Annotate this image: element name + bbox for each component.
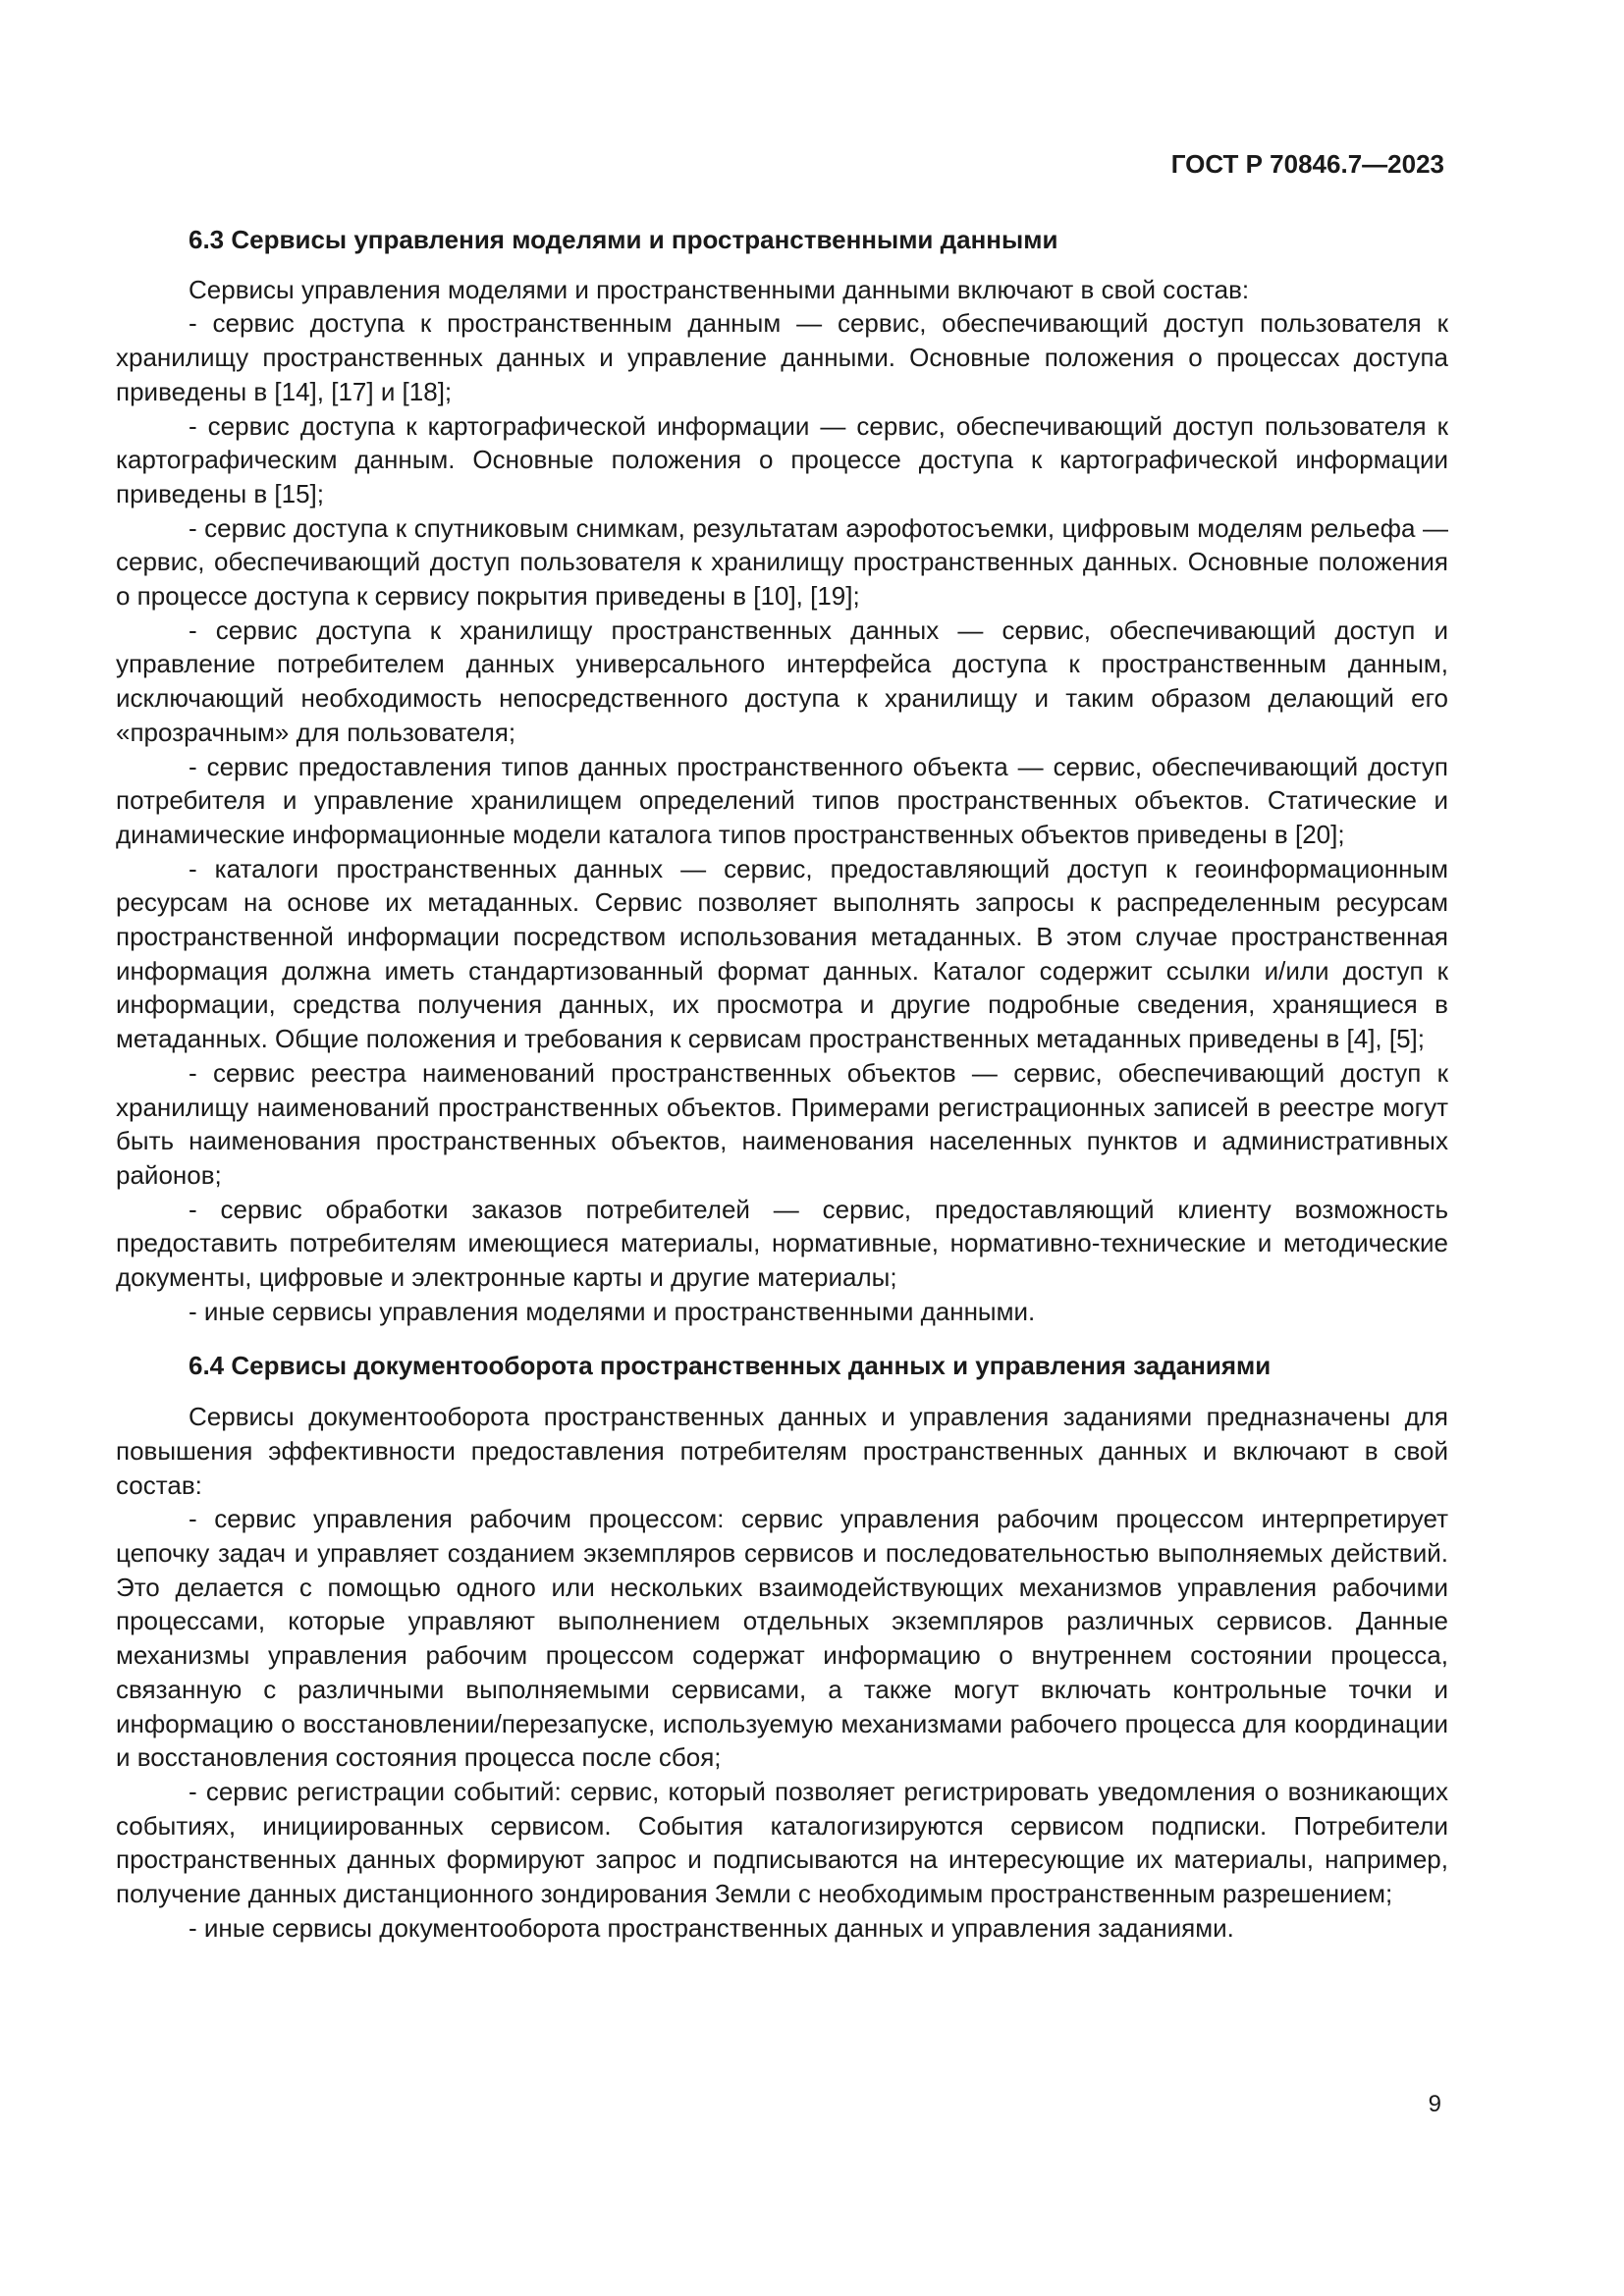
section-6-4-title: 6.4 Сервисы документооборота пространственных данных и управления заданиями: [189, 1350, 1272, 1380]
list-item: - сервис доступа к спутниковым снимкам, результатам аэрофотосъемки, цифровым моделям рельефа — сервис, обеспечивающий доступ пользователя к хранилищу пространственных данных. Основные положения о процессе доступа к сервису покрытия приведены в [10], [19];: [116, 512, 1448, 612]
list-item: - сервис доступа к картографической информации — сервис, обеспечивающий доступ пользователя к картографическим данным. Основные положения о процессе доступа к картографической информации приведены в [15];: [116, 410, 1448, 508]
page-number: 9: [1428, 2091, 1441, 2117]
list-item: - сервис доступа к пространственным данным — сервис, обеспечивающий доступ пользователя к хранилищу пространственных данных и управление данными. Основные положения о процессах доступа приведены в [14], [17] и [18];: [116, 308, 1448, 406]
list-item: - иные сервисы документооборота пространственных данных и управления заданиями.: [189, 1912, 1234, 1943]
list-item: - каталоги пространственных данных — сервис, предоставляющий доступ к геоинформационным ресурсам на основе их метаданных. Сервис позволяет выполнять запросы к распределенным ресурсам пространственной информации посредством использования метаданных. В этом случае пространственная информация должна иметь стандартизованный формат данных. Каталог содержит ссылки и/или доступ к информации, средства получения данных, их просмотра и другие подробные сведения, хранящиеся в метаданных. Общие положения и требования к сервисам пространственных метаданных приведены в [4], [5];: [116, 853, 1448, 1054]
page-content: [116, 223, 1448, 1945]
list-item: - сервис обработки заказов потребителей — сервис, предоставляющий клиенту возможность предоставить потребителям имеющиеся материалы, нормативные, нормативно-технические и методические документы, цифровые и электронные карты и другие материалы;: [116, 1194, 1448, 1293]
document-id-header: ГОСТ Р 70846.7—2023: [1170, 149, 1444, 179]
list-item: - сервис управления рабочим процессом: сервис управления рабочим процессом интерпретирует цепочку задач и управляет созданием экземпляров сервисов и последовательностью выполняемых действий. Это делается с помощью одного или нескольких взаимодействующих механизмов управления рабочими процессами, которые управляют выполнением отдельных экземпляров различных сервисов. Данные механизмы управления рабочим процессом содержат информацию о внутреннем состоянии процесса, связанную с различными выполняемыми сервисами, а также могут включать контрольные точки и информацию о восстановлении/перезапуске, используемую механизмами рабочего процесса для координации и восстановления состояния процесса после сбоя;: [116, 1504, 1448, 1773]
list-item: - сервис реестра наименований пространственных объектов — сервис, обеспечивающий доступ к хранилищу наименований пространственных объектов. Примерами регистрационных записей в реестре могут быть наименования пространственных объектов, наименования населенных пунктов и административных районов;: [116, 1057, 1448, 1190]
list-item: - сервис предоставления типов данных пространственного объекта — сервис, обеспечивающий доступ потребителя и управление хранилищем определений типов пространственных объектов. Статические и динамические информационные модели каталога типов пространственных объектов приведены в [20];: [116, 751, 1448, 849]
list-item: - сервис доступа к хранилищу пространственных данных — сервис, обеспечивающий доступ и управление потребителем данных универсального интерфейса доступа к пространственным данным, исключающий необходимость непосредственного доступа к хранилищу и таким образом делающий его «прозрачным» для пользователя;: [116, 614, 1448, 747]
paragraph: Сервисы управления моделями и пространственными данными включают в свой состав:: [189, 274, 1250, 304]
section-6-3-title: 6.3 Сервисы управления моделями и пространственными данными: [189, 225, 1058, 254]
list-item: - сервис регистрации событий: сервис, который позволяет регистрировать уведомления о возникающих событиях, инициированных сервисом. События каталогизируются сервисом подписки. Потребители пространственных данных формируют запрос и подписываются на интересующие их материалы, например, получение данных дистанционного зондирования Земли с необходимым пространственным разрешением;: [116, 1776, 1448, 1909]
list-item: - иные сервисы управления моделями и пространственными данными.: [189, 1296, 1036, 1326]
paragraph: Сервисы документооборота пространственных данных и управления заданиями предназначены для повышения эффективности предоставления потребителям пространственных данных и включают в свой состав:: [116, 1402, 1448, 1500]
